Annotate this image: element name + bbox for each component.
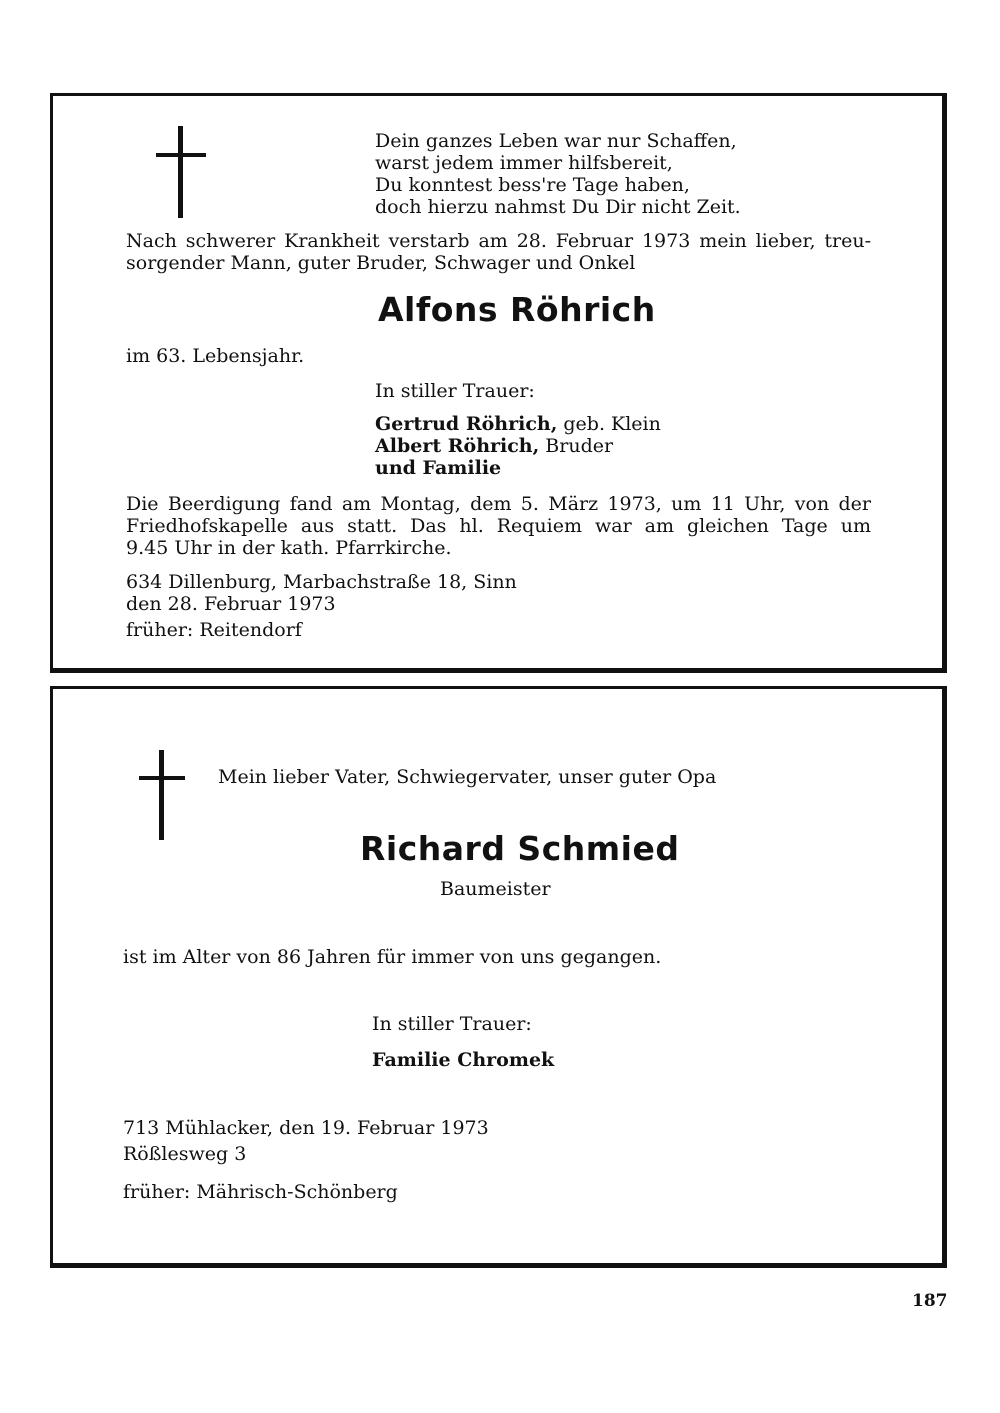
deceased-name: Richard Schmied xyxy=(360,829,680,868)
mourner-detail: geb. Klein xyxy=(563,413,661,435)
address-block xyxy=(126,571,517,641)
intro-paragraph xyxy=(126,230,871,274)
latin-cross-icon xyxy=(139,750,185,840)
poem-line: Du konntest bess're Tage haben, xyxy=(375,174,690,196)
former-residence: früher: Mährisch-Schönberg xyxy=(123,1181,398,1203)
mourner-name: und Familie xyxy=(375,457,502,479)
address-block xyxy=(123,1117,489,1203)
funeral-paragraph xyxy=(126,493,871,559)
mourner-line xyxy=(375,413,661,435)
funeral-line: Friedhofskapelle aus statt. Das hl. Requiem war am gleichen Tage um xyxy=(126,515,871,537)
statement-text: ist im Alter von 86 Jahren für immer von uns gegangen. xyxy=(123,946,662,968)
profession-text: Baumeister xyxy=(440,878,551,900)
poem-line: doch hierzu nahmst Du Dir nicht Zeit. xyxy=(375,196,741,218)
intro-text: Mein lieber Vater, Schwiegervater, unser guter Opa xyxy=(218,766,717,788)
poem-line: warst jedem immer hilfsbereit, xyxy=(375,152,673,174)
address-line: 713 Mühlacker, den 19. Februar 1973 xyxy=(123,1117,489,1139)
funeral-line: 9.45 Uhr in der kath. Pfarrkirche. xyxy=(126,537,452,559)
address-line: 634 Dillenburg, Marbachstraße 18, Sinn xyxy=(126,571,517,593)
former-residence: früher: Reitendorf xyxy=(126,619,302,641)
date-line: den 28. Februar 1973 xyxy=(126,593,336,615)
intro-line: sorgender Mann, guter Bruder, Schwager und Onkel xyxy=(126,252,636,274)
mourner-line xyxy=(375,457,661,479)
mourner-name: Gertrud Röhrich, xyxy=(375,413,558,435)
poem-line: Dein ganzes Leben war nur Schaffen, xyxy=(375,130,737,152)
mourner-line xyxy=(375,435,661,457)
intro-line: Nach schwerer Krankheit verstarb am 28. Februar 1973 mein lieber, treu- xyxy=(126,230,871,252)
mourning-label: In stiller Trauer: xyxy=(375,380,535,402)
latin-cross-icon xyxy=(156,126,206,218)
deceased-name: Alfons Röhrich xyxy=(378,290,656,329)
mourners-list xyxy=(375,413,661,479)
mourning-label: In stiller Trauer: xyxy=(372,1013,532,1035)
street-line: Rößlesweg 3 xyxy=(123,1143,247,1165)
mourner-name: Familie Chromek xyxy=(372,1049,555,1071)
mourner-name: Albert Röhrich, xyxy=(375,435,540,457)
death-notice-alfons-roehrich xyxy=(50,93,947,673)
age-text: im 63. Lebensjahr. xyxy=(126,345,305,367)
mourner-detail: Bruder xyxy=(545,435,614,457)
funeral-line: Die Beerdigung fand am Montag, dem 5. März 1973, um 11 Uhr, von der xyxy=(126,493,871,515)
poem xyxy=(375,130,741,218)
death-notice-richard-schmied xyxy=(50,686,947,1268)
page-number: 187 xyxy=(912,1291,948,1311)
